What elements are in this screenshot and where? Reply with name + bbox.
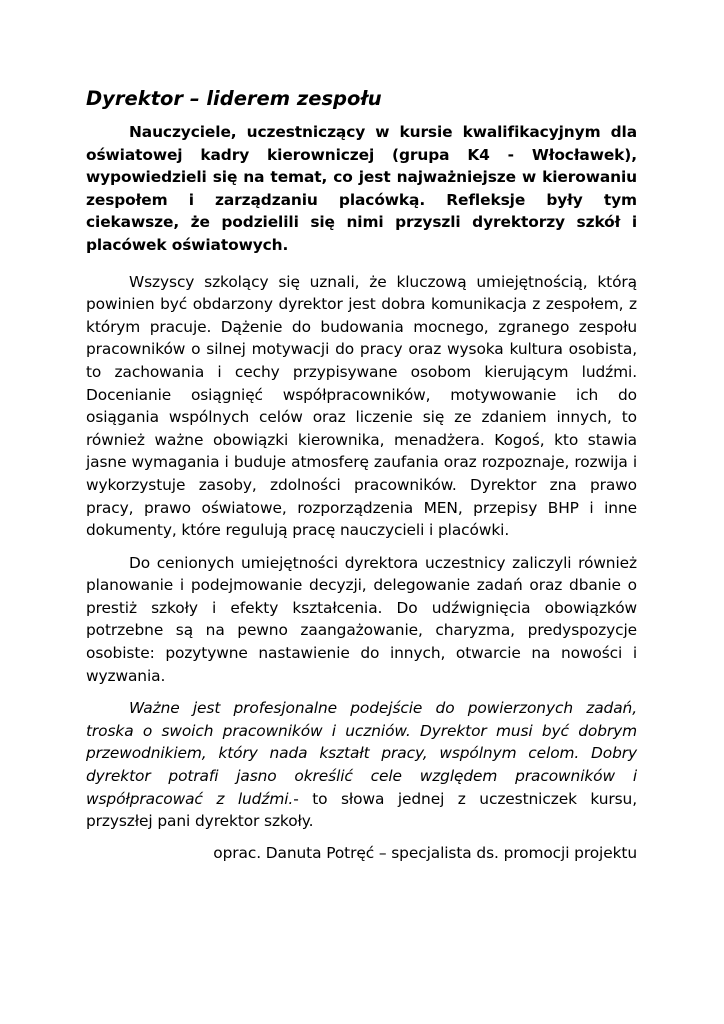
paragraph-communication: Wszyscy szkolący się uznali, że kluczową umiejętnością, którą powinien być obdarzony dyrektor jest dobra komunikacja z zespołem, z którym pracuje. Dążenie do budowania mocnego, zgranego zespołu pracowników o silnej motywacji do pracy oraz wysoka kultura osobista, to zachowania i cechy przypisywane osobom kierującym ludźmi. Docenianie osiągnięć współpracowników, motywowanie ich do osiągania wspólnych celów oraz liczenie się ze zdaniem innych, to również ważne obowiązki kierownika, menadżera. Kogoś, kto stawia jasne wymagania i buduje atmosferę zaufania oraz rozpoznaje, rozwija i wykorzystuje zasoby, zdolności pracowników. Dyrektor zna prawo pracy, prawo oświatowe, rozporządzenia MEN, przepisy BHP i inne dokumenty, które regulują pracę nauczycieli i placówki. bbox=[86, 272, 637, 540]
document-page bbox=[86, 84, 637, 864]
author-signature: oprac. Danuta Potręć – specjalista ds. promocji projektu bbox=[213, 843, 637, 862]
lead-paragraph: Nauczyciele, uczestniczący w kursie kwalifikacyjnym dla oświatowej kadry kierowniczej (grupa K4 - Włocławek), wypowiedzieli się na temat, co jest najważniejsze w kierowaniu zespołem i zarządzaniu placówką. Refleksje były tym ciekawsze, że podzielili się nimi przyszli dyrektorzy szkół i placówek oświatowych. bbox=[86, 123, 637, 254]
quote-paragraph bbox=[86, 697, 637, 833]
article-title: Dyrektor – liderem zespołu bbox=[86, 87, 382, 110]
paragraph-skills: Do cenionych umiejętności dyrektora uczestnicy zaliczyli również planowanie i podejmowanie decyzji, delegowanie zadań oraz dbanie o prestiż szkoły i efekty kształcenia. Do udźwignięcia obowiązków potrzebne są na pewno zaangażowanie, charyzma, predyspozycje osobiste: pozytywne nastawienie do innych, otwarcie na nowości i wyzwania. bbox=[86, 553, 637, 685]
quote-attribution: - to słowa jednej z uczestniczek kursu, przyszłej pani dyrektor szkoły. bbox=[86, 789, 638, 831]
quote-text: Ważne jest profesjonalne podejście do powierzonych zadań, troska o swoich pracowników i uczniów. Dyrektor musi być dobrym przewodnikiem, który nada kształt pracy, wspólnym celom. Dobry dyrektor potrafi jasno określić cele względem pracowników i współpracować z ludźmi. bbox=[86, 699, 637, 808]
